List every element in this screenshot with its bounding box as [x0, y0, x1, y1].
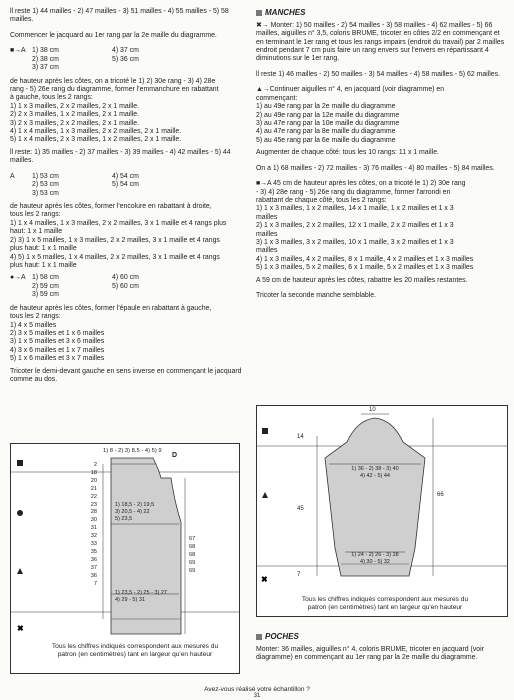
sleeve-pattern-diagram: [256, 405, 508, 617]
triangle-marker-icon: [262, 492, 268, 498]
sleeve-bind-off: A 59 cm de hauteur après les côtes, rabattre les 20 mailles restantes.: [256, 276, 468, 284]
neckline-instructions: de hauteur après les côtes, former l'encolure en rabattant à droite, tous les 2 rangs: 1) 1 x 4 mailles, 1 x 3 mailles, 2 x 2 mailles, 3 x 1 maille et 4 rangs plus haut: 1 x 1 maille 2) 3) 1 x 5 mailles, 1 x 3 mailles, 2 x 2 mailles, 3 x 1 maille et 4 rangs plus haut: 1 x 1 maille 4) 5) 1 x 5 mailles, 1 x 4 mailles, 2 x 2 mailles, 3 x 1 maille et 4 rangs plus haut: 1 x 1 maille: [10, 203, 227, 269]
sleeve-left-mid: 45: [297, 506, 304, 512]
sleeve-right-measure: 66: [437, 492, 444, 498]
poches-text: Monter: 36 mailles, aiguilles n° 4, coloris BRUME, tricoter en jacquard (voir diagramme) en commençant au 1er rang par la 2e maille du diagramme.: [256, 645, 484, 662]
front-inner-top: 1) 18,5 - 2) 19,5 3) 20,5 - 4) 22 5) 23,5: [115, 502, 155, 522]
sleeve-increase: Augmenter de chaque côté: tous les 10 rangs: 11 x 1 maille.: [256, 149, 439, 157]
front-left-measures: 2 18 20 21 22 23 28 30 31 32 33 35 36 37 36 7: [90, 462, 97, 587]
marker: ■→A: [10, 47, 26, 55]
second-sleeve: Tricoter la seconde manche semblable.: [256, 292, 377, 300]
poches-section: [256, 632, 506, 670]
page-number: 31: [253, 693, 261, 699]
sleeve-cap-instructions: ■→A 45 cm de hauteur après les côtes, on a tricoté le 1) 2) 30e rang - 3) 4) 28e rang - 5) 26e rang du diagramme, former l'arrondi en rabattant de chaque côté, tous les 2 rangs: 1) 1 x 3 mailles, 1 x 2 mailles, 14 x 1 maille, 1 x 2 mailles et 1 x 3 mailles 2) 1 x 3 mailles, 2 x 2 mailles, 12 x 1 maille, 2 x 2 mailles et 1 x 3 mailles 3) 1 x 3 mailles, 3 x 2 mailles, 10 x 1 maille, 3 x 2 mailles et 1 x 3 mailles 4) 1 x 3 mailles, 4 x 2 mailles, 8 x 1 maille, 4 x 2 mailles et 1 x 3 mailles 5) 1 x 3 mailles, 5 x 2 mailles, 6 x 1 maille, 5 x 2 mailles et 1 x 3 mailles: [256, 180, 474, 272]
front-d-label: D: [172, 452, 178, 459]
sleeve-left-top: 14: [297, 434, 304, 440]
stitches-remaining-1: ll reste 1) 44 mailles - 2) 47 mailles - 3) 51 mailles - 4) 55 mailles - 5) 58 mailles.: [10, 8, 229, 24]
manches-heading: MANCHES: [256, 8, 506, 18]
cross-marker-icon: ✖: [261, 575, 268, 584]
sleeve-inner-bottom: 1) 24 - 2) 26 - 3) 28 4) 30 - 5) 32: [351, 552, 399, 565]
shoulder-instructions: de hauteur après les côtes, former l'épaule en rabattant à gauche, tous les 2 rangs: 1) 4 x 5 mailles 2) 3 x 5 mailles et 1 x 6 mailles 3) 1 x 5 mailles et 3 x 6 mailles 4) 3 x 6 mailles et 1 x 7 mailles 5) 1 x 6 mailles et 3 x 7 mailles: [10, 304, 212, 363]
front-right-measures: 67 68 68 69 69: [189, 536, 196, 574]
front-diagram-caption: Tous les chiffres indiqués correspondent aux mesures du patron (en centimètres) tant en largeur qu'en hauteur: [51, 643, 219, 659]
sleeve-total: On a 1) 68 mailles - 2) 72 mailles - 3) 76 mailles - 4) 80 mailles - 5) 84 mailles.: [256, 164, 495, 172]
sizes-armhole: ■→A 1) 38 cm 2) 38 cm 3) 37 cm 4) 37 cm 5) 36 cm: [10, 47, 139, 72]
left-front-instruction: Tricoter le demi-devant gauche en sens inverse en commençant le jacquard comme au dos.: [10, 367, 242, 384]
front-pattern-diagram: [10, 443, 240, 674]
circle-marker-icon: [17, 510, 23, 516]
poches-heading: POCHES: [256, 632, 506, 642]
stitches-remaining-2: ll reste: 1) 35 mailles - 2) 37 mailles - 3) 39 mailles - 4) 42 mailles - 5) 44 mailles.: [10, 148, 231, 165]
front-inner-bottom: 1) 23,5 - 2) 25 - 3) 27 4) 29 - 5) 31: [115, 590, 167, 603]
sleeve-diagram-caption: Tous les chiffres indiqués correspondent aux mesures du patron (en centimètres) tant en largeur qu'en hauteur: [301, 596, 469, 612]
footer-question: Avez-vous réalisé votre échantillon ?: [204, 686, 310, 693]
left-column: [10, 8, 246, 391]
sleeve-jacquard: ▲→Continuer aiguilles n° 4, en jacquard (voir diagramme) en commençant: 1) au 49e rang par la 2e maille du diagramme 2) au 49e rang par la 12e maille du diagramme 3) au 47e rang par la 10e maille du diagramme 4) au 47e rang par la 8e maille du diagramme 5) au 45e rang par la 6e maille du diagramme: [256, 86, 445, 144]
sleeve-top-measure: 10: [369, 407, 376, 413]
armhole-instructions: de hauteur après les côtes, on a tricoté le 1) 2) 30e rang - 3) 4) 28e rang - 5) 26e rang du diagramme, former l'emmanchure en rabattant à gauche, tous les 2 rangs: 1) 1 x 3 mailles, 2 x 2 mailles, 2 x 1 maille. 2) 2 x 3 mailles, 1 x 2 mailles, 2 x 1 maille. 3) 2 x 3 mailles, 2 x 2 mailles, 2 x 1 maille. 4) 1 x 4 mailles, 1 x 3 mailles, 2 x 2 mailles, 2 x 1 maille. 5) 1 x 4 mailles, 2 x 3 mailles, 1 x 2 mailles, 2 x 1 maille.: [10, 77, 219, 144]
sleeve-inner-top: 1) 36 - 2) 38 - 3) 40 4) 42 - 5) 44: [351, 466, 399, 479]
sleeve-left-bottom: 7: [297, 572, 301, 578]
sizes-shoulder: ●→A 1) 58 cm 2) 59 cm 3) 59 cm 4) 60 cm 5) 60 cm: [10, 274, 139, 299]
square-marker-icon: [262, 428, 268, 434]
square-marker-icon: [17, 460, 23, 466]
triangle-marker-icon: [17, 568, 23, 574]
front-top-measure: 1) 8 - 2) 3) 8,5 - 4) 5) 9: [103, 448, 162, 454]
right-column: [256, 8, 506, 308]
sleeve-remaining: ll reste 1) 46 mailles - 2) 50 mailles - 3) 54 mailles - 4) 58 mailles - 5) 62 mailles.: [256, 70, 500, 78]
jacquard-instruction: Commencer le jacquard au 1er rang par la 2e maille du diagramme.: [10, 31, 217, 39]
sizes-neckline: A 1) 53 cm 2) 53 cm 3) 53 cm 4) 54 cm 5) 54 cm: [10, 172, 139, 197]
cross-marker-icon: ✖: [17, 624, 24, 633]
sleeve-cast-on: ✖→ Monter: 1) 50 mailles - 2) 54 mailles - 3) 58 mailles - 4) 62 mailles - 5) 66 mailles, aiguilles n° 3,5, coloris BRUME, tricoter en côtes 2/2 en commençant et en terminant le 1er rang et tous les rangs impairs (endroit du travail) par 2 mailles endroit pendant 7 cm puis faire un rang envers sur l'envers en répartissant 4 diminutions sur le 1er rang.: [256, 21, 505, 63]
